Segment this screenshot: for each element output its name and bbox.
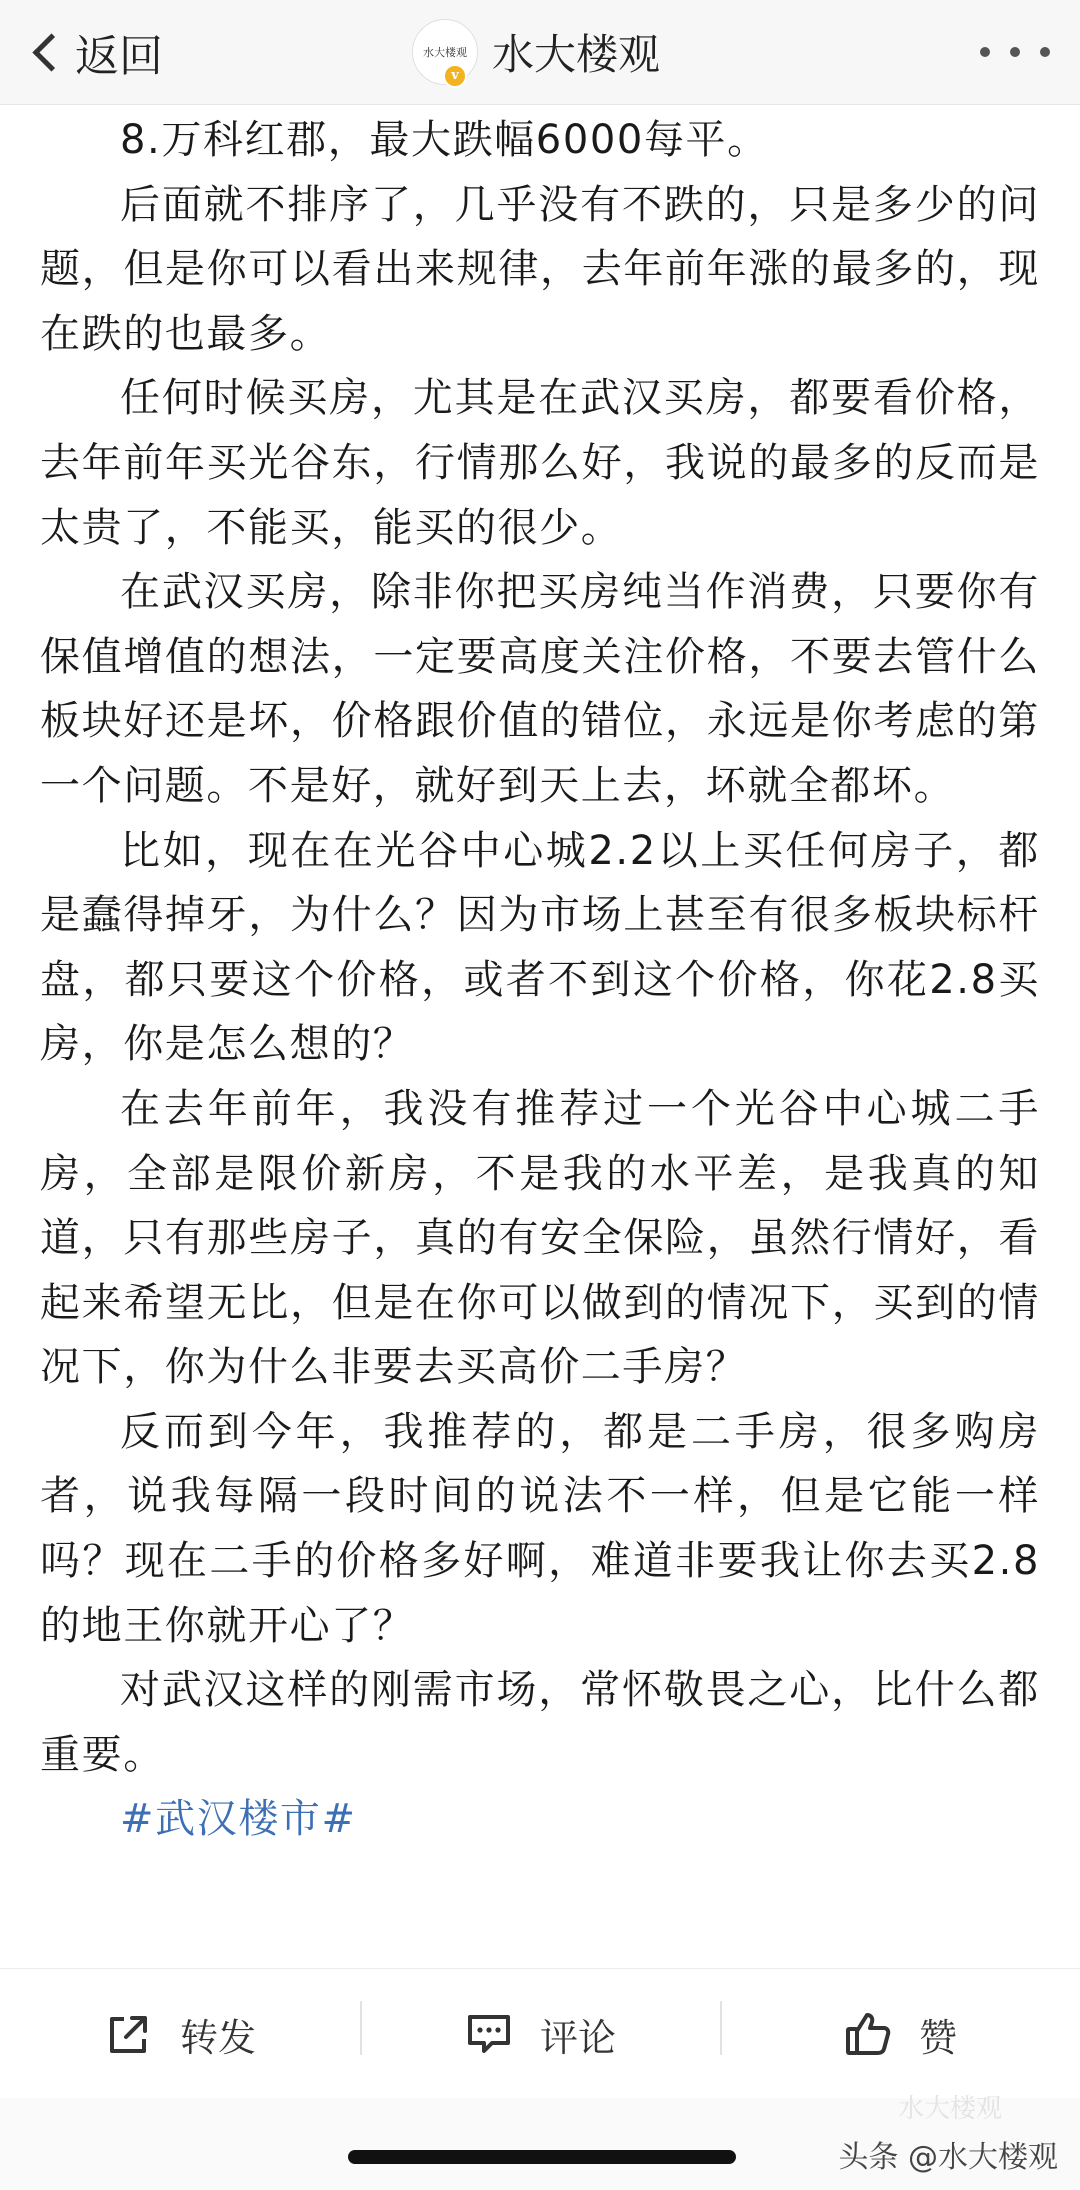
repost-label: 转发 xyxy=(179,2015,256,2060)
article-paragraph: 对武汉这样的刚需市场，常怀敬畏之心，比什么都重要。 xyxy=(40,1667,1040,1778)
more-dot-icon xyxy=(1010,47,1020,57)
article-paragraph: 在去年前年，我没有推荐过一个光谷中心城二手房，全部是限价新房，不是我的水平差，是我真的知道，只有那些房子，真的有安全保险，虽然行情好，看起来希望无比，但是在你可以做到的情况下，买到的情况下，你为什么非要去买高价二手房？ xyxy=(40,1085,1040,1391)
account-name[interactable]: 水大楼观 xyxy=(492,30,661,79)
more-options-button[interactable] xyxy=(980,30,1050,74)
faded-watermark: 水大楼观 xyxy=(898,2094,1003,2124)
article-paragraph: 8.万科红郡，最大跌幅6000每平。 xyxy=(120,117,769,163)
hashtag-link[interactable]: #武汉楼市# xyxy=(120,1796,357,1843)
action-bar xyxy=(0,1968,1080,2099)
like-label: 赞 xyxy=(918,2015,957,2060)
toutiao-watermark: 头条 @水大楼观 xyxy=(838,2140,1058,2175)
share-icon xyxy=(104,2009,154,2059)
repost-button[interactable] xyxy=(0,1969,360,2099)
comment-icon xyxy=(464,2009,514,2059)
article-paragraph: 任何时候买房，尤其是在武汉买房，都要看价格，去年前年买光谷东，行情那么好，我说的最多的反而是太贵了，不能买，能买的很少。 xyxy=(40,375,1040,551)
avatar[interactable] xyxy=(412,19,478,85)
more-dot-icon xyxy=(1040,47,1050,57)
article-paragraph: 反而到今年，我推荐的，都是二手房，很多购房者，说我每隔一段时间的说法不一样，但是它能一样吗？现在二手的价格多好啊，难道非要我让你去买2.8的地王你就开心了？ xyxy=(40,1408,1040,1649)
article-body xyxy=(40,108,1040,1852)
comment-label: 评论 xyxy=(539,2015,616,2060)
comment-button[interactable] xyxy=(360,1969,720,2099)
back-label: 返回 xyxy=(75,31,163,82)
account-header[interactable] xyxy=(412,10,660,94)
article-paragraph: 后面就不排序了，几乎没有不跌的，只是多少的问题，但是你可以看出来规律，去年前年涨的最多的，现在跌的也最多。 xyxy=(40,181,1040,357)
verified-badge-icon: v xyxy=(443,64,467,88)
more-dot-icon xyxy=(980,47,990,57)
chevron-left-icon xyxy=(32,33,70,71)
thumbs-up-icon xyxy=(843,2009,893,2059)
article-paragraph: 在武汉买房，除非你把买房纯当作消费，只要你有保值增值的想法，一定要高度关注价格，不要去管什么板块好还是坏，价格跟价值的错位，永远是你考虑的第一个问题。不是好，就好到天上去，坏就全都坏。 xyxy=(40,569,1040,809)
back-button[interactable] xyxy=(26,18,163,86)
avatar-logo-text: 水大楼观 xyxy=(423,46,467,59)
top-navigation-bar xyxy=(0,0,1080,105)
article-paragraph: 比如，现在在光谷中心城2.2以上买任何房子，都是蠢得掉牙，为什么？因为市场上甚至有很多板块标杆盘，都只要这个价格，或者不到这个价格，你花2.8买房，你是怎么想的？ xyxy=(40,827,1040,1068)
home-indicator[interactable] xyxy=(348,2150,736,2164)
like-button[interactable] xyxy=(720,1969,1080,2099)
